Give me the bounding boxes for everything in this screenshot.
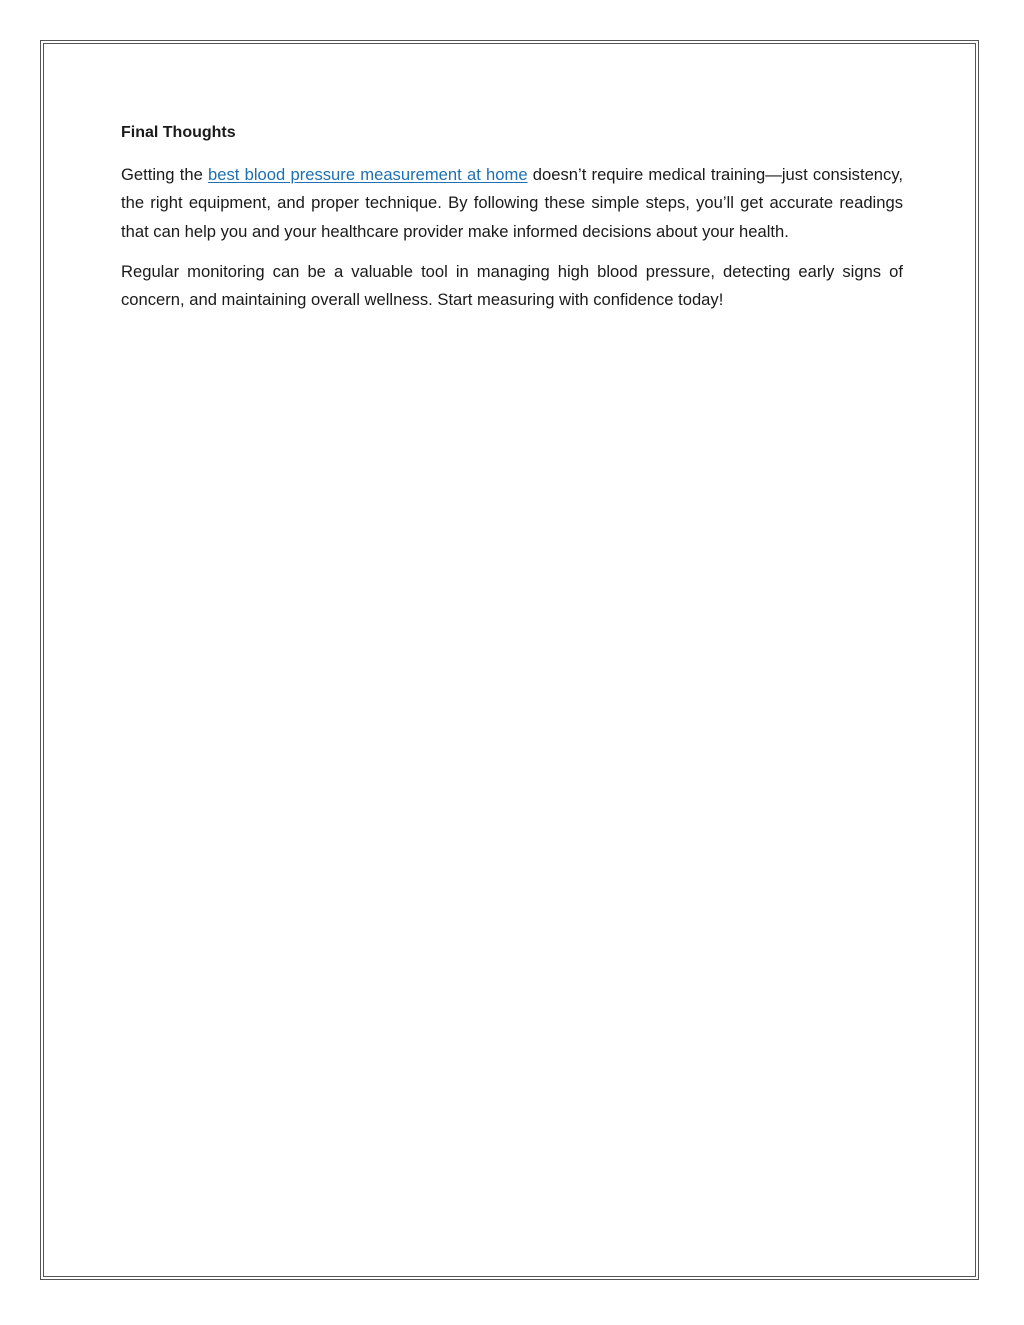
document-content: [121, 120, 903, 326]
blood-pressure-link[interactable]: best blood pressure measurement at home: [208, 165, 528, 184]
paragraph-conclusion: Regular monitoring can be a valuable tool in managing high blood pressure, detecting early signs of concern, and maintaining overall wellness. Start measuring with confidence today!: [121, 261, 903, 310]
section-heading: Final Thoughts: [121, 124, 236, 141]
paragraph-intro-rest: doesn’t require medical training—just consistency, the right equipment, and proper technique. By following these simple steps, you’ll get accurate readings that can help you and your healthcare provider make informed decisions about your health.: [121, 165, 903, 241]
paragraph-intro: [121, 161, 903, 246]
paragraph-intro-start: Getting the: [121, 165, 209, 184]
